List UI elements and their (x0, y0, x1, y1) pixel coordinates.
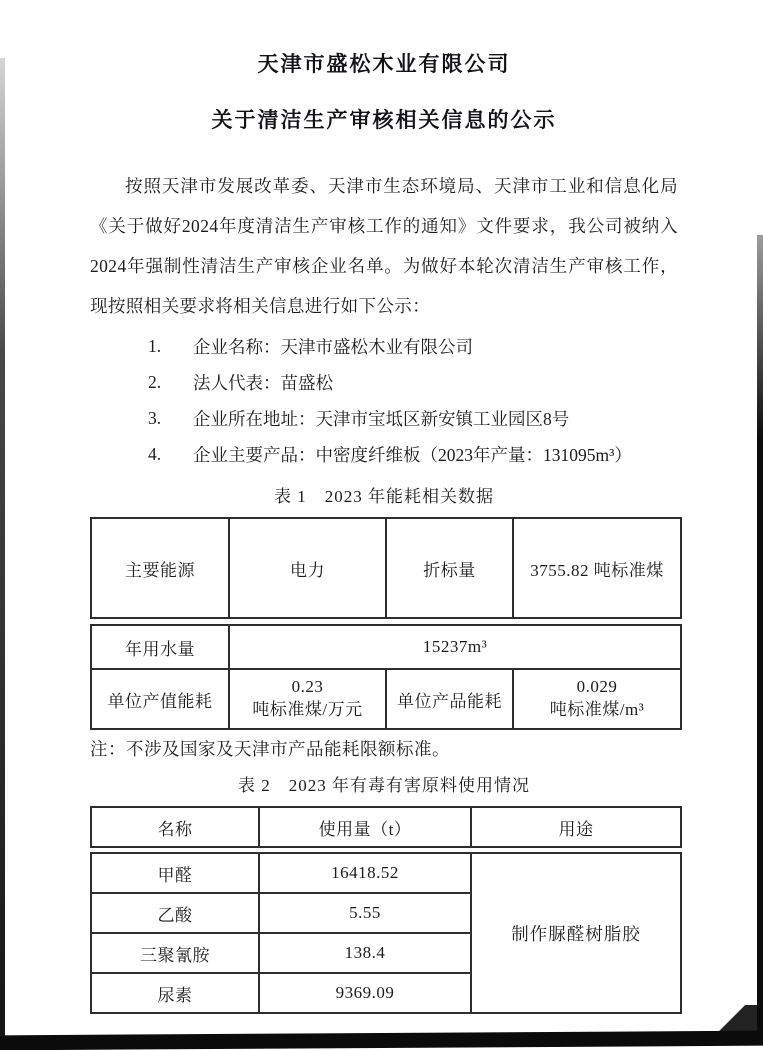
water-usage-value-cell: 15237m³ (229, 625, 681, 669)
list-item-text: 企业所在地址：天津市宝坻区新安镇工业园区8号 (193, 408, 570, 429)
intro-paragraph: 按照天津市发展改革委、天津市生态环境局、天津市工业和信息化局《关于做好2024年度清洁生产审核工作的通知》文件要求，我公司被纳入2024年强制性清洁生产审核企业名单。为做好本轮次清洁生产审核工作，现按照相关要求将相关信息进行如下公示： (90, 176, 678, 316)
material-amount-cell: 9369.09 (259, 973, 471, 1013)
material-amount-cell: 16418.52 (259, 853, 471, 893)
material-name-cell: 甲醛 (91, 853, 259, 893)
energy-table-header (90, 517, 682, 619)
page-title: 天津市盛松木业有限公司 (257, 53, 511, 76)
table1-note: 注：不涉及国家及天津市产品能耗限额标准。 (90, 739, 450, 759)
materials-table-header (90, 806, 682, 848)
material-name-header-cell: 名称 (91, 807, 259, 847)
table-row (91, 518, 681, 618)
list-item-company-address (90, 400, 678, 436)
material-amount-header-cell: 使用量（t） (259, 807, 471, 847)
table1-caption: 表 1 2023 年能耗相关数据 (274, 487, 494, 506)
standard-coal-value-cell: 3755.82 吨标准煤 (513, 518, 681, 618)
list-item-text: 企业名称：天津市盛松木业有限公司 (193, 336, 473, 357)
material-name-cell: 乙酸 (91, 893, 259, 933)
page-subtitle: 关于清洁生产审核相关信息的公示 (211, 109, 557, 132)
list-item-company-name (90, 328, 678, 364)
material-name-cell: 三聚氰胺 (91, 933, 259, 973)
scan-artifact-right-edge (757, 235, 763, 1045)
table-row-annual-water (91, 625, 681, 669)
unit-output-energy-label-cell: 单位产值能耗 (91, 669, 229, 729)
list-item-text: 企业主要产品：中密度纤维板（2023年产量：131095m³） (193, 444, 632, 465)
company-info-list (90, 328, 678, 472)
value-number: 0.23 (291, 677, 324, 697)
list-item-number: 1. (148, 335, 162, 356)
table2-caption: 表 2 2023 年有毒有害原料使用情况 (238, 776, 530, 795)
list-item-number: 2. (148, 371, 162, 392)
energy-table-body (90, 624, 682, 730)
list-item-text: 法人代表：苗盛松 (193, 372, 333, 393)
value-number: 0.029 (576, 677, 618, 697)
water-usage-label-cell: 年用水量 (91, 625, 229, 669)
table-row-formaldehyde (91, 853, 681, 893)
scan-artifact-left-edge (0, 58, 5, 1045)
unit-product-energy-label-cell: 单位产品能耗 (386, 669, 513, 729)
energy-source-label-cell: 主要能源 (91, 518, 229, 618)
unit-output-energy-value-cell (229, 669, 386, 729)
energy-source-value-cell: 电力 (229, 518, 386, 618)
unit-product-energy-value-cell (513, 669, 681, 729)
material-usage-cell: 制作脲醛树脂胶 (471, 853, 681, 1013)
list-item-number: 3. (148, 407, 162, 428)
material-usage-header-cell: 用途 (471, 807, 681, 847)
value-unit: 吨标准煤/万元 (252, 700, 363, 719)
standard-coal-label-cell: 折标量 (386, 518, 513, 618)
list-item-main-product (90, 436, 678, 472)
material-amount-cell: 138.4 (259, 933, 471, 973)
scan-artifact-bottom-band (0, 1031, 763, 1050)
materials-table-body (90, 852, 682, 1014)
table-row-unit-energy (91, 669, 681, 729)
material-amount-cell: 5.55 (259, 893, 471, 933)
table-header-row (91, 807, 681, 847)
list-item-number: 4. (148, 443, 162, 464)
list-item-legal-representative (90, 364, 678, 400)
value-unit: 吨标准煤/m³ (549, 700, 645, 719)
material-name-cell: 尿素 (91, 973, 259, 1013)
